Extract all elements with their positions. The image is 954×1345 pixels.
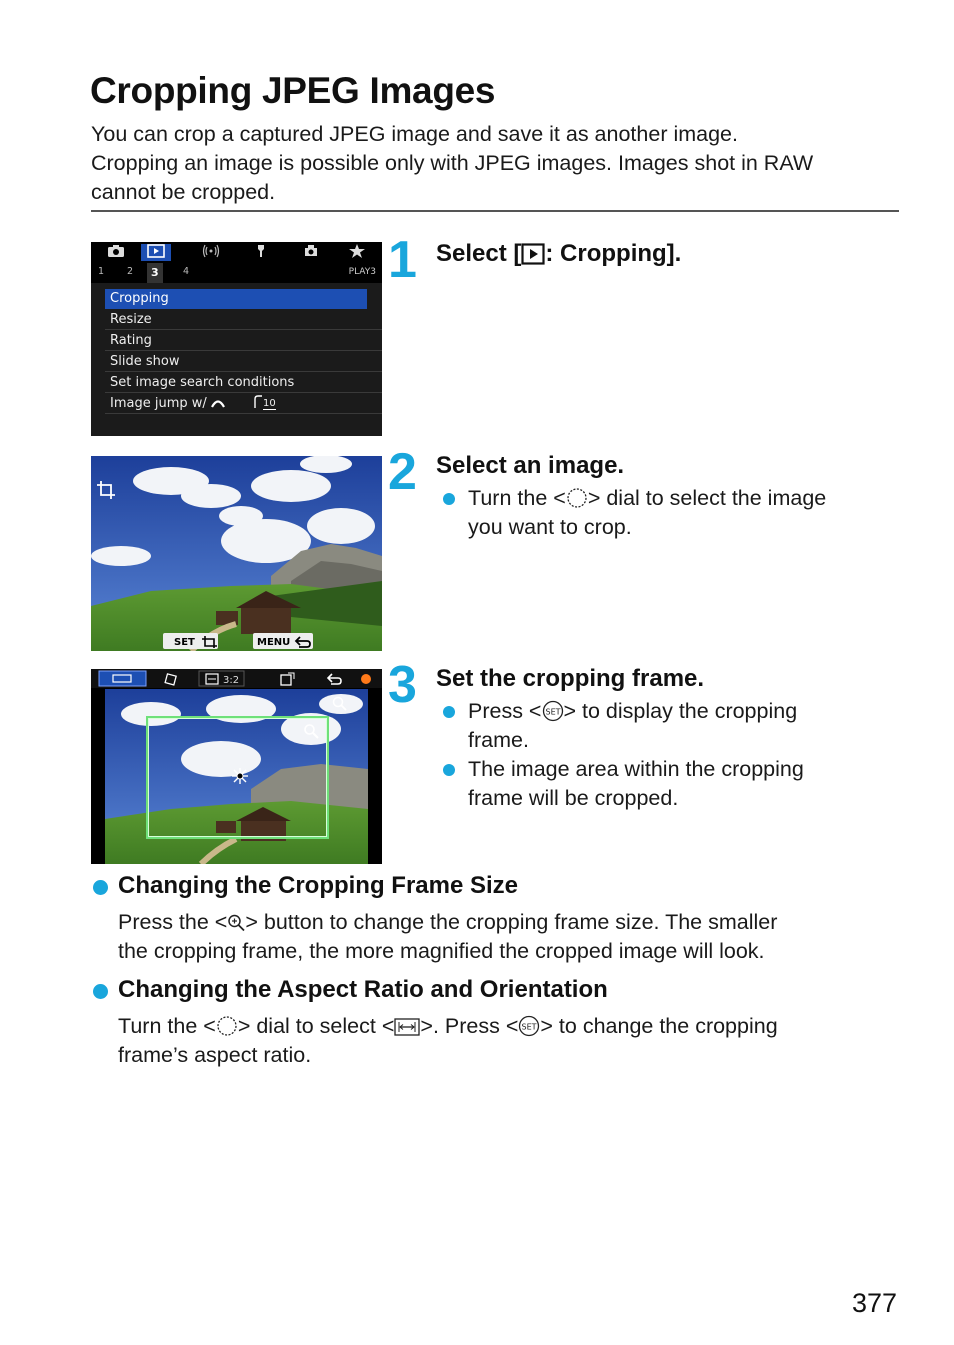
section-heading: Changing the Aspect Ratio and Orientation bbox=[118, 976, 608, 1003]
reduce-icon bbox=[331, 695, 349, 711]
menu-item-search-conditions: Set image search conditions bbox=[105, 373, 382, 393]
menu-item-resize: Resize bbox=[105, 310, 382, 330]
section-bullet bbox=[93, 984, 108, 999]
svg-text:SET: SET bbox=[544, 707, 561, 717]
svg-text:SET: SET bbox=[521, 1022, 537, 1032]
save-icon bbox=[279, 672, 295, 686]
menu-subtab-bar bbox=[91, 263, 382, 283]
aspect-ratio-icon bbox=[394, 1017, 420, 1037]
custom-icon bbox=[296, 244, 326, 261]
page-title: Cropping JPEG Images bbox=[90, 70, 496, 111]
landscape-photo bbox=[91, 456, 382, 651]
return-icon bbox=[293, 635, 311, 649]
menu-tab-bar bbox=[91, 242, 382, 263]
jump-arrow-icon bbox=[253, 395, 263, 409]
menu-page-label: PLAY3 bbox=[348, 267, 376, 277]
page-number: 377 bbox=[852, 1288, 898, 1318]
subtab-2: 2 bbox=[127, 266, 134, 277]
magnify-icon bbox=[303, 723, 319, 739]
header-divider bbox=[91, 210, 899, 212]
intro-text bbox=[91, 120, 906, 207]
aspect-ratio-label: 3:2 bbox=[223, 675, 240, 686]
menu-item-slide-show: Slide show bbox=[105, 352, 382, 372]
image-select-screenshot bbox=[91, 456, 382, 651]
crop-icon bbox=[96, 480, 116, 500]
main-dial-icon bbox=[211, 398, 225, 408]
step-bullet: Press < SET > to display the cropping frame. bbox=[443, 697, 797, 755]
rotate-frame-icon bbox=[163, 672, 179, 686]
step-number: 1 bbox=[388, 231, 415, 289]
crop-center-icon bbox=[231, 767, 249, 785]
section-heading: Changing the Cropping Frame Size bbox=[118, 872, 519, 899]
intro-line: cannot be cropped. bbox=[91, 180, 276, 204]
jump-value: 10 bbox=[253, 394, 276, 414]
bullet-dot bbox=[443, 493, 455, 505]
camera-icon bbox=[101, 244, 131, 261]
bullet-dot bbox=[443, 764, 455, 776]
quick-control-dial-icon bbox=[566, 487, 588, 509]
intro-line: You can crop a captured JPEG image and save it as another image. bbox=[91, 122, 738, 146]
intro-line: Cropping an image is possible only with JPEG images. Images shot in RAW bbox=[91, 151, 814, 175]
menu-item-image-jump-label: Image jump w/ bbox=[110, 396, 207, 411]
crop-icon bbox=[201, 635, 219, 649]
aspect-ratio-icon bbox=[205, 673, 219, 685]
playback-icon bbox=[141, 244, 171, 261]
set-label: SET bbox=[174, 637, 195, 648]
step-number: 2 bbox=[388, 443, 415, 501]
wireless-icon bbox=[196, 244, 226, 261]
menu-item-image-jump bbox=[105, 394, 382, 414]
step-bullet: The image area within the cropping frame will be cropped. bbox=[443, 755, 804, 813]
section-body: Turn the < > dial to select < >. Press < SET > to change the cropping frame’s aspect ratio. bbox=[118, 1014, 778, 1067]
crop-frame-screenshot bbox=[91, 669, 382, 864]
menu-item-rating: Rating bbox=[105, 331, 382, 351]
return-icon bbox=[325, 672, 343, 686]
set-button-icon bbox=[542, 700, 564, 722]
subtab-4: 4 bbox=[183, 266, 190, 277]
menu-item-cropping: Cropping bbox=[105, 289, 367, 309]
step-number: 3 bbox=[388, 656, 415, 714]
bullet-dot bbox=[443, 706, 455, 718]
subtab-1: 1 bbox=[98, 266, 105, 277]
step-bullet: Turn the < > dial to select the image you want to crop. bbox=[443, 484, 826, 542]
step-title: Set the cropping frame. bbox=[436, 665, 705, 692]
menu-label: MENU bbox=[257, 637, 291, 648]
magnify-icon bbox=[227, 913, 245, 933]
set-button-icon bbox=[518, 1015, 540, 1037]
playback-icon bbox=[521, 243, 545, 265]
step-title: Select [ : Cropping]. bbox=[436, 240, 682, 267]
subtab-3: 3 bbox=[147, 263, 163, 283]
step-title: Select an image. bbox=[436, 452, 625, 479]
quick-control-dial-icon bbox=[216, 1015, 238, 1037]
wrench-icon bbox=[246, 244, 276, 261]
section-bullet bbox=[93, 880, 108, 895]
star-icon bbox=[342, 244, 372, 261]
section-body: Press the < > button to change the cropping frame size. The smaller the cropping frame, the more magnified the cropped image will look. bbox=[118, 910, 778, 963]
menu-screenshot bbox=[91, 242, 382, 436]
